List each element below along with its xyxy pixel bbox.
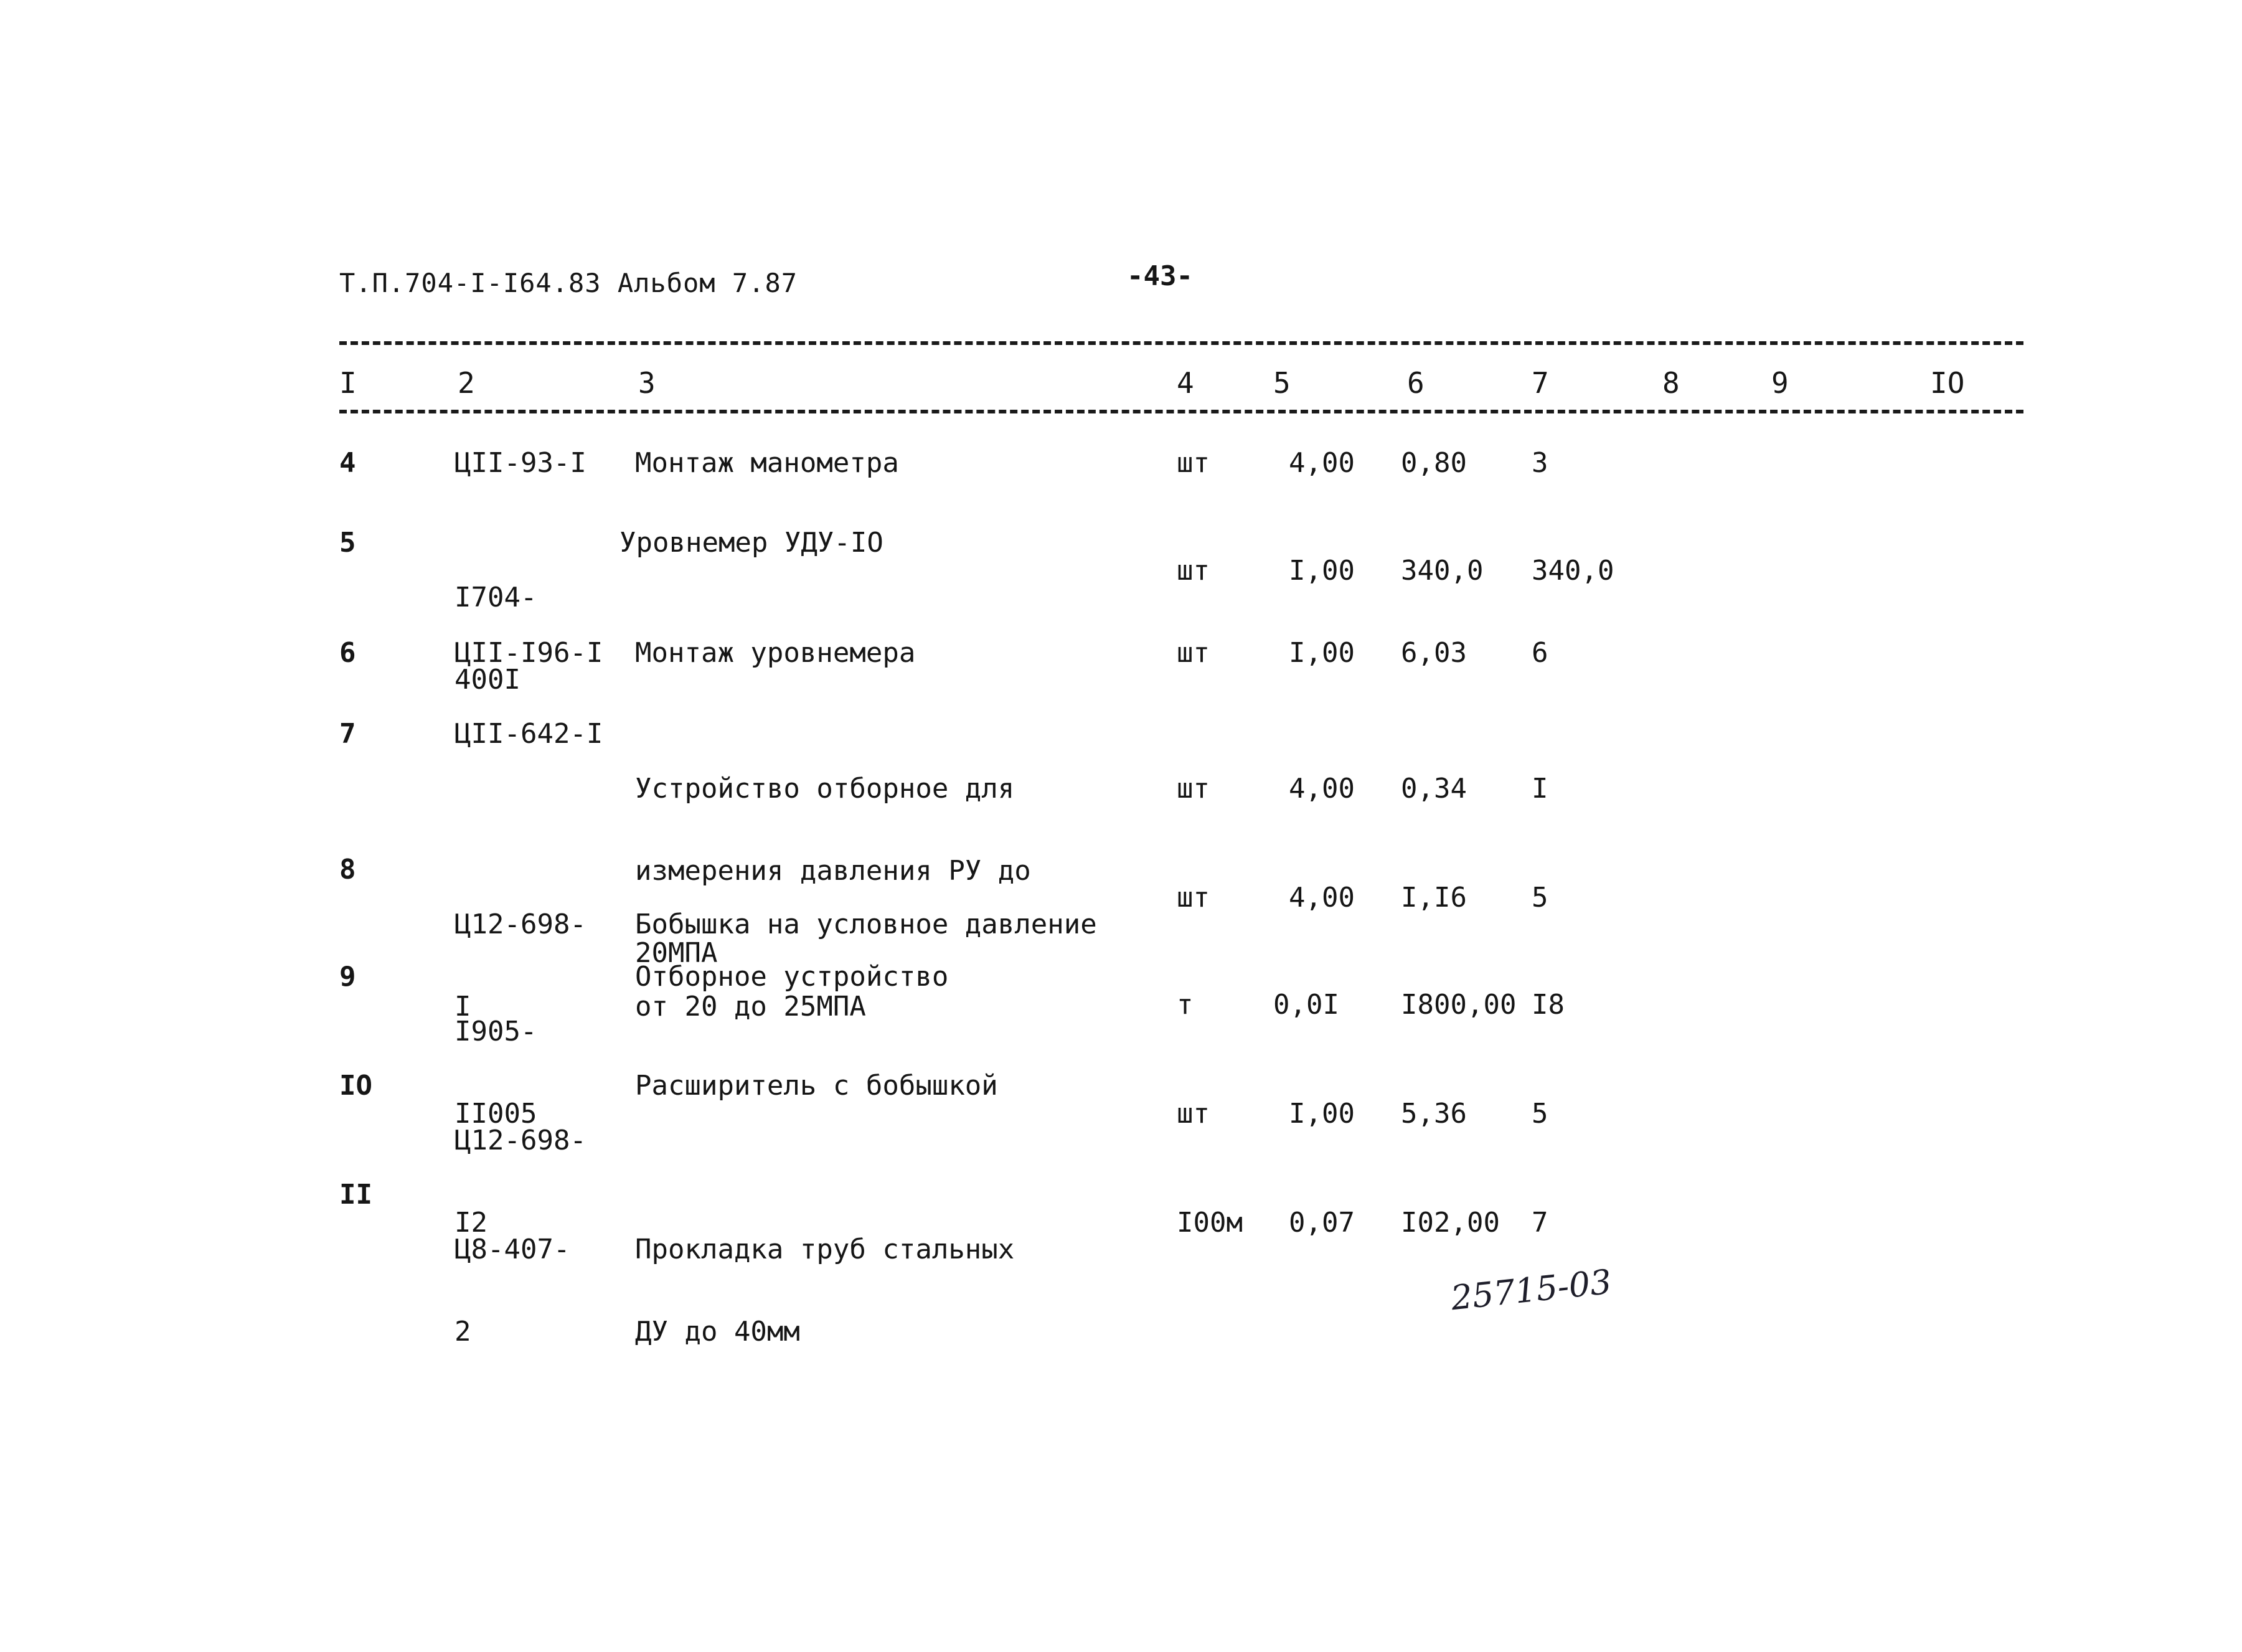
row-quantity: 4,00 <box>1289 882 1355 913</box>
row-total: 3 <box>1532 447 1548 479</box>
row-unit: шт <box>1177 773 1210 805</box>
column-header-5: 5 <box>1273 366 1291 400</box>
row-code-line: I704- <box>455 582 537 613</box>
column-header-1: I <box>339 366 357 400</box>
row-code-line: 2 <box>455 1316 471 1348</box>
page-number: -43- <box>1127 260 1193 292</box>
row-description-line: Уровнемер УДУ-IO <box>619 527 883 559</box>
column-header-6: 6 <box>1407 366 1425 400</box>
row-description <box>635 637 916 669</box>
row-quantity: 0,07 <box>1289 1207 1355 1239</box>
header-top-rule <box>339 341 2023 345</box>
row-description-line: Расширитель с бобышкой <box>635 1070 998 1102</box>
row-total: 7 <box>1532 1207 1548 1239</box>
row-number: 9 <box>339 961 356 993</box>
row-code-line: Ц8-407- <box>455 1234 570 1265</box>
column-header-4: 4 <box>1177 366 1194 400</box>
row-code <box>455 637 603 669</box>
row-number: II <box>339 1179 372 1211</box>
row-number: 8 <box>339 854 356 885</box>
row-description-line: Устройство отборное для <box>635 773 1015 805</box>
row-price: 6,03 <box>1401 637 1467 669</box>
row-total: 5 <box>1532 882 1548 913</box>
row-price: 340,0 <box>1401 555 1484 587</box>
column-header-8: 8 <box>1662 366 1680 400</box>
row-description <box>635 1072 998 1100</box>
row-code-line: I905- <box>455 1016 537 1047</box>
row-number: 6 <box>339 637 356 669</box>
row-quantity: I,00 <box>1289 1098 1355 1130</box>
row-total: I <box>1532 773 1548 805</box>
row-unit: т <box>1177 989 1194 1021</box>
row-description <box>635 447 899 479</box>
row-description <box>635 963 948 991</box>
row-code-line: I2 <box>455 1207 487 1239</box>
row-unit: шт <box>1177 555 1210 587</box>
row-unit: шт <box>1177 637 1210 669</box>
column-header-10: IO <box>1930 366 1965 400</box>
row-code-line: ЦII-I96-I <box>455 637 603 669</box>
row-price: 0,34 <box>1401 773 1467 805</box>
row-description <box>635 1181 1014 1400</box>
row-code <box>455 447 586 479</box>
row-description-line: Монтаж уровнемера <box>635 637 916 669</box>
row-code-line: ЦII-93-I <box>455 447 586 479</box>
row-quantity: 0,0I <box>1273 989 1339 1021</box>
row-code-line: Ц12-698- <box>455 909 586 940</box>
row-code-line: II005 <box>455 1098 537 1130</box>
row-description <box>619 529 883 557</box>
row-code-line: ЦII-642-I <box>455 718 603 750</box>
row-unit: шт <box>1177 447 1210 479</box>
row-total: I8 <box>1532 989 1565 1021</box>
row-number: 5 <box>339 527 356 559</box>
row-unit: шт <box>1177 1098 1210 1130</box>
column-header-2: 2 <box>458 366 475 400</box>
document-reference: Т.П.704-I-I64.83 Альбом 7.87 <box>339 268 798 298</box>
column-header-9: 9 <box>1771 366 1789 400</box>
row-quantity: I,00 <box>1289 555 1355 587</box>
row-code-line: I <box>455 991 471 1022</box>
row-code-line: Ц12-698- <box>455 1125 586 1156</box>
row-description-line: от 20 до 25МПА <box>635 991 866 1022</box>
row-quantity: 4,00 <box>1289 773 1355 805</box>
row-price: 0,80 <box>1401 447 1467 479</box>
row-price: I,I6 <box>1401 882 1467 913</box>
row-total: 340,0 <box>1532 555 1614 587</box>
row-code <box>455 720 603 748</box>
row-total: 5 <box>1532 1098 1548 1130</box>
row-description-line: Отборное устройство <box>635 961 949 993</box>
row-quantity: I,00 <box>1289 637 1355 669</box>
row-quantity: 4,00 <box>1289 447 1355 479</box>
row-number: 4 <box>339 447 356 479</box>
row-code <box>455 1181 570 1400</box>
row-description-line: измерения давления РУ до <box>635 855 1031 887</box>
row-description-line: Прокладка труб стальных <box>635 1234 1015 1265</box>
row-description-line: ДУ до 40мм <box>635 1316 800 1348</box>
row-description-line: 20МПА <box>635 937 718 969</box>
row-unit: шт <box>1177 882 1210 913</box>
row-price: I02,00 <box>1401 1207 1500 1239</box>
row-number: IO <box>339 1070 372 1102</box>
row-price: I800,00 <box>1401 989 1517 1021</box>
row-code-line: 400I <box>455 664 520 696</box>
row-unit: I00м <box>1177 1207 1243 1239</box>
row-description-line: Монтаж манометра <box>635 447 899 479</box>
header-bottom-rule <box>339 410 2023 413</box>
row-price: 5,36 <box>1401 1098 1467 1130</box>
column-header-7: 7 <box>1532 366 1549 400</box>
row-number: 7 <box>339 718 356 750</box>
row-total: 6 <box>1532 637 1548 669</box>
handwritten-note: 25715-03 <box>1449 1262 1614 1318</box>
row-description-line: Бобышка на условное давление <box>635 909 1097 940</box>
column-header-3: 3 <box>638 366 656 400</box>
